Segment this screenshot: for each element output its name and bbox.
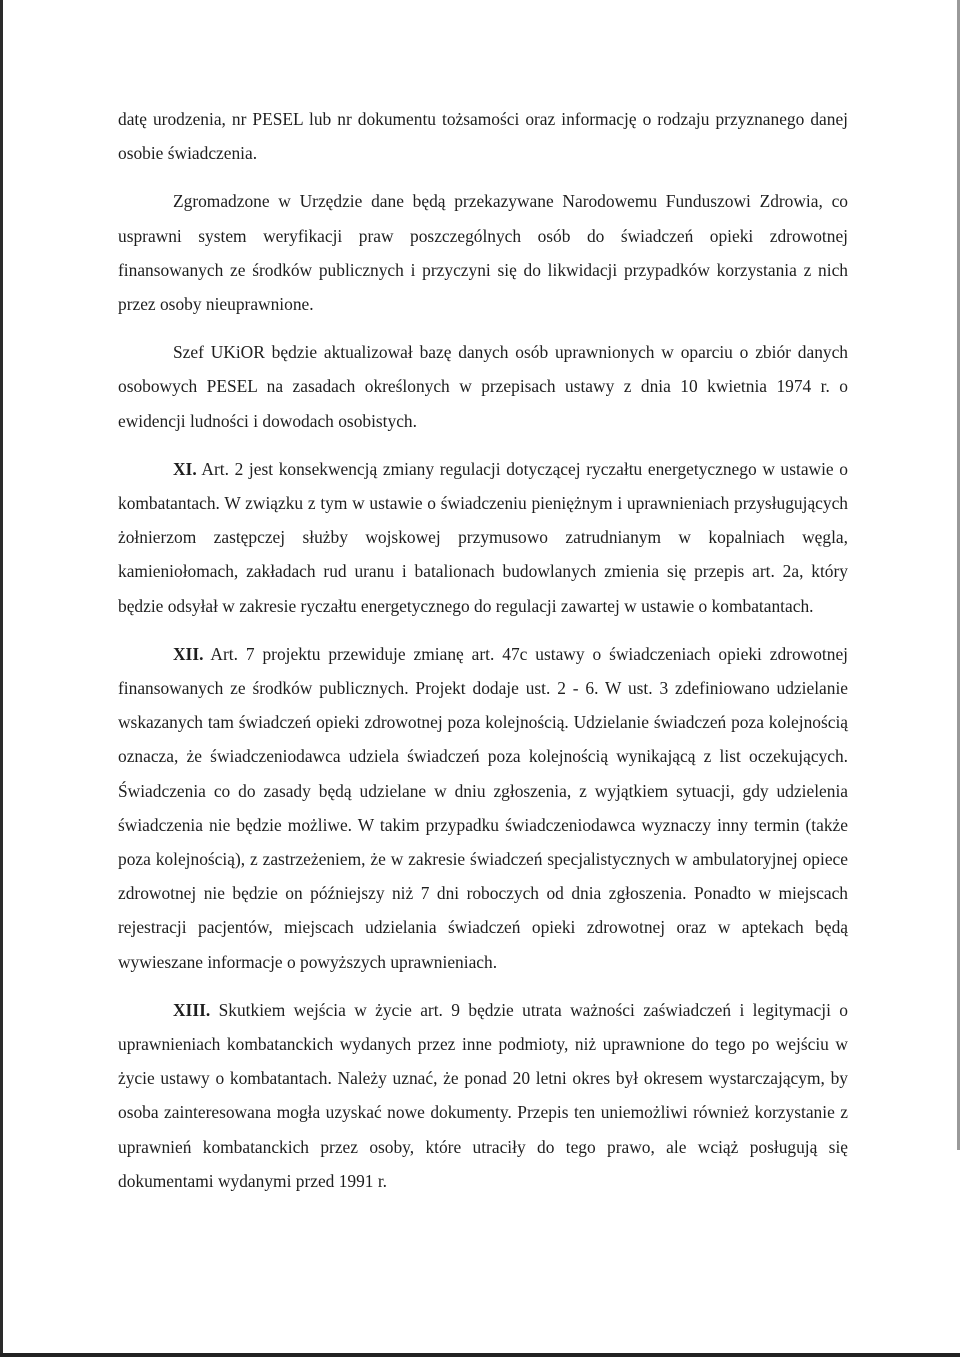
document-page (118, 102, 848, 1198)
paragraph-continuation (118, 102, 848, 170)
section-number: XI. (173, 458, 197, 479)
paragraph-text: Skutkiem wejścia w życie art. 9 będzie utrata ważności zaświadczeń i legitymacji o uprawnieniach kombatanckich wydanych przez inne podmioty, niż uprawnione do tego po wejściu w życie ustawy o kombatantach. Należy uznać, że ponad 20 letni okres był okresem wystarczającym, by osoba zainteresowana mogła uzyskać nowe dokumenty. Przepis ten uniemożliwi również korzystanie z uprawnień kombatanckich przez osoby, które utraciły do tego prawo, ale wciąż posługują się dokumentami wydanymi przed 1991 r. (118, 999, 848, 1191)
section-number: XIII. (173, 999, 211, 1020)
section-number: XII. (173, 643, 204, 664)
scan-edge-bottom (0, 1353, 960, 1357)
paragraph-text: Szef UKiOR będzie aktualizował bazę danych osób uprawnionych w oparciu o zbiór danych osobowych PESEL na zasadach określonych w przepisach ustawy z dnia 10 kwietnia 1974 r. o ewidencji ludności i dowodach osobistych. (118, 342, 848, 431)
paragraph-section-xi (118, 452, 848, 623)
paragraph-ukior-data-transfer (118, 184, 848, 321)
paragraph-ukior-database (118, 335, 848, 438)
paragraph-section-xiii (118, 993, 848, 1198)
paragraph-text: Zgromadzone w Urzędzie dane będą przekazywane Narodowemu Funduszowi Zdrowia, co usprawni system weryfikacji praw poszczególnych osób do świadczeń opieki zdrowotnej finansowanych ze środków publicznych i przyczyni się do likwidacji przypadków korzystania z nich przez osoby nieuprawnione. (118, 191, 848, 315)
paragraph-text: Art. 7 projektu przewiduje zmianę art. 47c ustawy o świadczeniach opieki zdrowotnej finansowanych ze środków publicznych. Projekt dodaje ust. 2 - 6. W ust. 3 zdefiniowano udzielanie wskazanych tam świadczeń opieki zdrowotnej poza kolejnością. Udzielanie świadczeń poza kolejnością oznacza, że świadczeniodawca udziela świadczeń poza kolejnością wynikającą z list oczekujących. Świadczenia co do zasady będą udzielane w dniu zgłoszenia, z wyjątkiem sytuacji, gdy udzielenia świadczenia nie będzie możliwe. W takim przypadku świadczeniodawca wyznaczy inny termin (także poza kolejnością), z zastrzeżeniem, że w zakresie świadczeń specjalistycznych w ambulatoryjnej opiece zdrowotnej nie będzie on późniejszy niż 7 dni roboczych od dnia zgłoszenia. Ponadto w miejscach rejestracji pacjentów, miejscach udzielania świadczeń opieki zdrowotnej oraz w aptekach będą wywieszane informacje o powyższych uprawnieniach. (118, 643, 849, 972)
paragraph-text: datę urodzenia, nr PESEL lub nr dokumentu tożsamości oraz informację o rodzaju przyznanego danej osobie świadczenia. (118, 109, 848, 164)
paragraph-section-xii (118, 637, 848, 979)
scan-edge-left (0, 0, 3, 1357)
paragraph-text: Art. 2 jest konsekwencją zmiany regulacji dotyczącej ryczałtu energetycznego w ustawie o kombatantach. W związku z tym w ustawie o świadczeniu pieniężnym i uprawnieniach przysługujących żołnierzom zastępczej służby wojskowej przymusowo zatrudnianym w kopalniach węgla, kamieniołomach, zakładach rud uranu i batalionach budowlanych zmienia się przepis art. 2a, który będzie odsyłał w zakresie ryczałtu energetycznego do regulacji zawartej w ustawie o kombatantach. (118, 458, 849, 616)
